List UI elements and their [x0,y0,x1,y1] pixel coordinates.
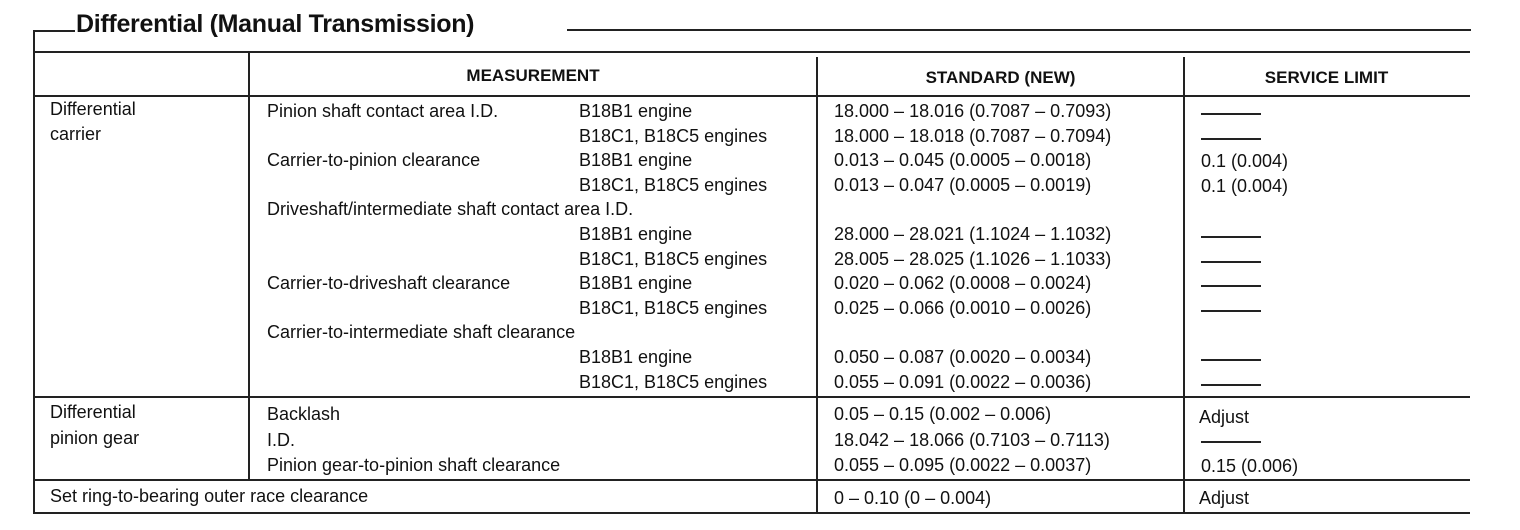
no-limit-dash [1201,384,1261,386]
no-limit-dash [1201,310,1261,312]
table-row-standard: 0.013 – 0.045 (0.0005 – 0.0018) [834,150,1092,170]
table-row-engine: B18C1, B18C5 engines [579,175,768,195]
section-label-carrier-2: carrier [50,124,102,144]
table-row-standard: 18.000 – 18.016 (0.7087 – 0.7093) [834,101,1112,121]
section-label-pinion-1: Differential [50,402,136,422]
table-row-standard: 0.025 – 0.066 (0.0010 – 0.0026) [834,298,1092,318]
table-row-item: Carrier-to-intermediate shaft clearance [267,322,576,342]
no-limit-dash [1201,359,1261,361]
no-limit-dash [1201,113,1261,115]
column-divider-3 [1183,57,1185,514]
section-label-pinion-2: pinion gear [50,428,140,448]
table-bottom-border [33,512,1470,514]
table-row-engine: B18B1 engine [579,273,693,293]
header-bottom-border [33,95,1470,97]
table-row-standard: 0.020 – 0.062 (0.0008 – 0.0024) [834,273,1092,293]
table-row-engine: B18B1 engine [579,347,693,367]
header-service-limit: SERVICE LIMIT [1264,68,1389,87]
table-row-engine: B18B1 engine [579,101,693,121]
table-row-item: Carrier-to-driveshaft clearance [267,273,511,293]
table-row-limit: 0.1 (0.004) [1201,151,1289,171]
table-row-engine: B18C1, B18C5 engines [579,298,768,318]
table-row-limit: 0.1 (0.004) [1201,176,1289,196]
header-measurement: MEASUREMENT [466,66,600,85]
table-row-item: I.D. [267,430,296,450]
table-row-engine: B18B1 engine [579,224,693,244]
table-row-standard: 0.055 – 0.095 (0.0022 – 0.0037) [834,455,1092,475]
table-row-item: Carrier-to-pinion clearance [267,150,481,170]
table-row-standard: 18.000 – 18.018 (0.7087 – 0.7094) [834,126,1112,146]
table-row-engine: B18B1 engine [579,150,693,170]
title-rule-left [33,30,75,32]
table-row-limit: Adjust [1199,488,1250,508]
frame-corner-left [33,30,35,52]
table-row-limit: Adjust [1199,407,1250,427]
table-row-item: Backlash [267,404,341,424]
table-row-standard: 28.000 – 28.021 (1.1024 – 1.1032) [834,224,1112,244]
title-rule-right [567,29,1471,31]
header-standard: STANDARD (NEW) [925,68,1076,87]
section-label-carrier-1: Differential [50,99,136,119]
table-row-standard: 28.005 – 28.025 (1.1026 – 1.1033) [834,249,1112,269]
table-row-standard: 0 – 0.10 (0 – 0.004) [834,488,992,508]
table-row-standard: 0.055 – 0.091 (0.0022 – 0.0036) [834,372,1092,392]
no-limit-dash [1201,138,1261,140]
table-row-engine: B18C1, B18C5 engines [579,372,768,392]
column-divider-2 [816,57,818,514]
table-row-item: Pinion gear-to-pinion shaft clearance [267,455,561,475]
no-limit-dash [1201,236,1261,238]
section-divider-2 [33,479,1470,481]
table-row-standard: 0.050 – 0.087 (0.0020 – 0.0034) [834,347,1092,367]
table-row-limit: 0.15 (0.006) [1201,456,1299,476]
table-row-item: Driveshaft/intermediate shaft contact area I.D. [267,199,634,219]
page-title: Differential (Manual Transmission) [76,10,475,38]
section-divider-1 [33,396,1470,398]
table-row-engine: B18C1, B18C5 engines [579,249,768,269]
no-limit-dash [1201,285,1261,287]
table-row-item: Set ring-to-bearing outer race clearance [50,486,369,506]
table-left-border [33,51,35,514]
no-limit-dash [1201,441,1261,443]
column-divider-1 [248,51,250,479]
table-row-engine: B18C1, B18C5 engines [579,126,768,146]
table-row-standard: 0.013 – 0.047 (0.0005 – 0.0019) [834,175,1092,195]
table-row-item: Pinion shaft contact area I.D. [267,101,499,121]
no-limit-dash [1201,261,1261,263]
table-row-standard: 0.05 – 0.15 (0.002 – 0.006) [834,404,1052,424]
table-row-standard: 18.042 – 18.066 (0.7103 – 0.7113) [834,430,1110,450]
